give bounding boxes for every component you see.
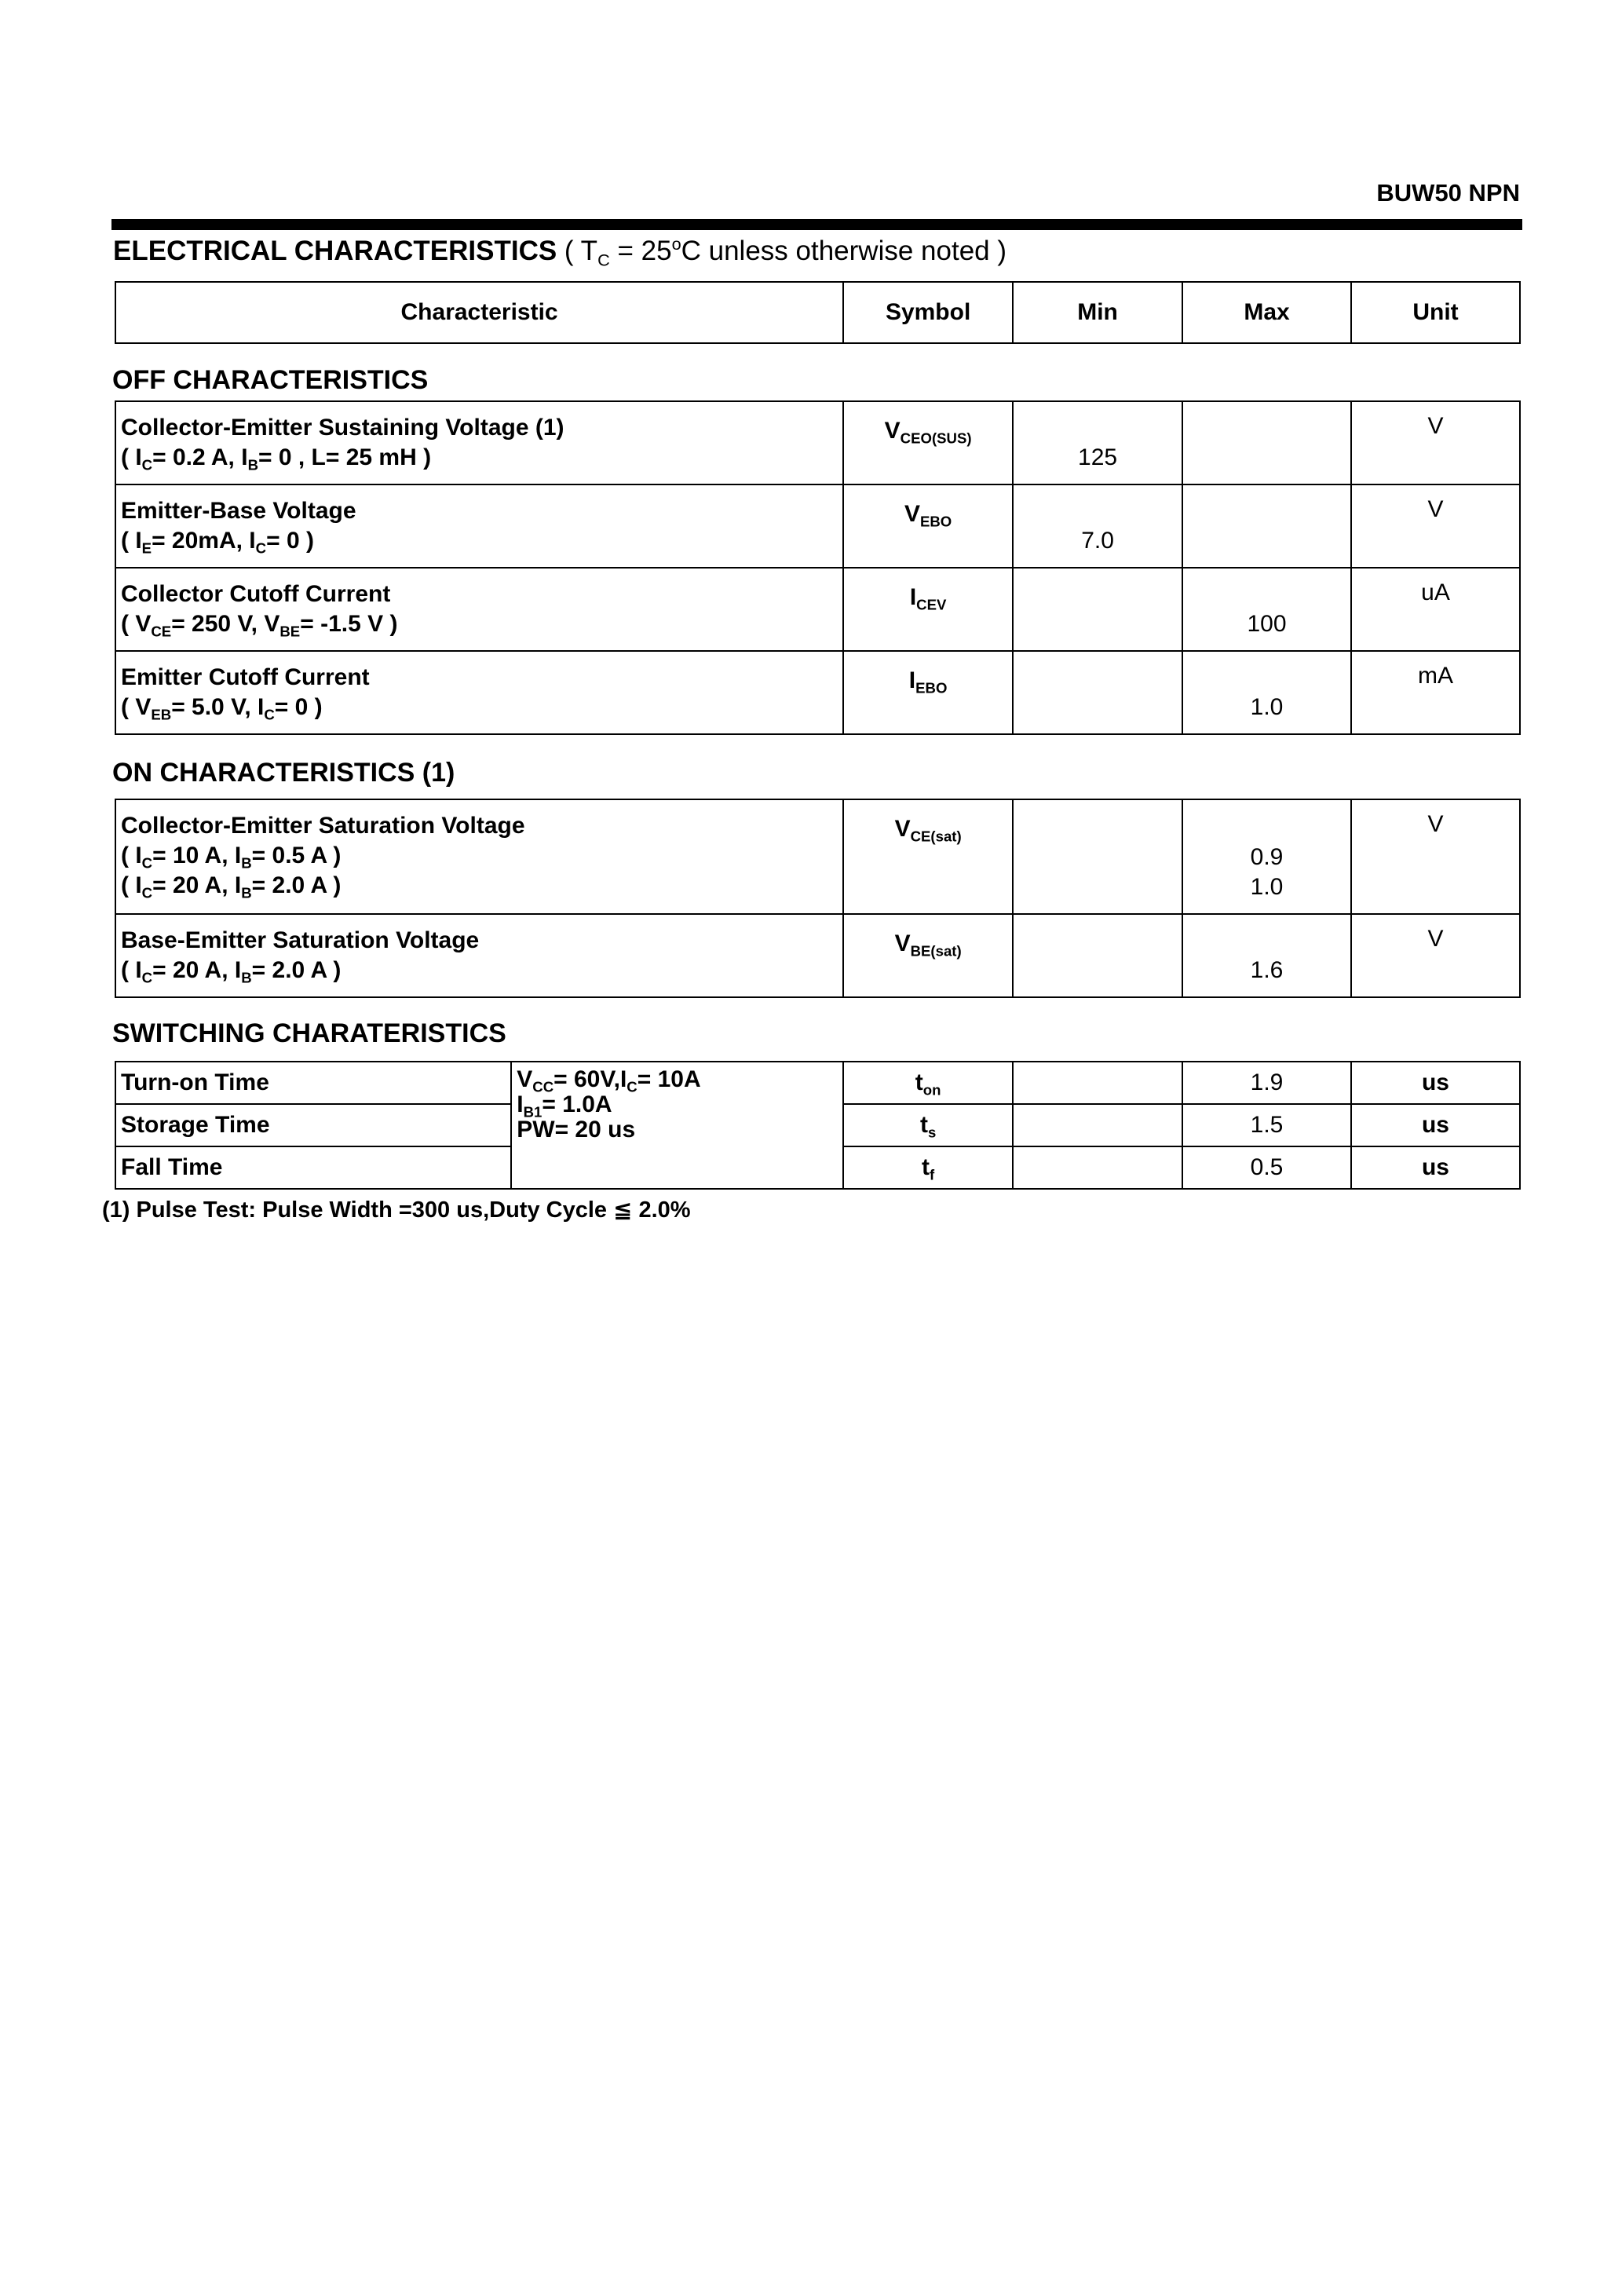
test-condition	[121, 956, 842, 985]
max-value	[1182, 484, 1351, 568]
symbol-subscript: BE(sat)	[910, 942, 962, 960]
test-condition-part: ( I	[121, 528, 142, 554]
switching-name: Fall Time	[115, 1146, 511, 1189]
symbol-cell	[843, 799, 1013, 914]
table-row	[115, 914, 1520, 997]
switching-condition-line-2-part: B1	[523, 1103, 542, 1121]
symbol-subscript: EBO	[915, 679, 948, 696]
test-condition-part: ( I	[121, 444, 142, 470]
test-condition-2-part: ( I	[121, 872, 142, 898]
max-value	[1182, 914, 1351, 997]
table-row	[115, 401, 1520, 484]
col-symbol: Symbol	[843, 282, 1013, 343]
unit-value: us	[1351, 1104, 1520, 1146]
characteristic-name: Emitter Cutoff Current	[121, 664, 370, 690]
max-value-line-2: 1.0	[1250, 874, 1284, 900]
switching-condition	[511, 1062, 843, 1189]
test-condition-part: = 2.0 A )	[251, 957, 342, 983]
test-condition	[121, 526, 842, 556]
test-condition	[121, 693, 842, 722]
test-condition-part: C	[141, 969, 153, 986]
characteristic-name: Emitter-Base Voltage	[121, 498, 356, 524]
test-condition-part: = 10 A, I	[152, 843, 242, 868]
test-condition-part: BE	[279, 623, 301, 640]
switching-characteristics-table	[115, 1061, 1521, 1190]
test-condition-part: E	[141, 539, 152, 557]
min-value: 7.0	[1013, 484, 1182, 568]
title-text: ELECTRICAL CHARACTERISTICS	[113, 236, 557, 266]
title-condition-mid: = 25	[609, 236, 672, 266]
test-condition-part: C	[264, 706, 275, 723]
test-condition-part: = 5.0 V, I	[171, 694, 265, 720]
table-row	[115, 651, 1520, 734]
test-condition-part: B	[241, 854, 252, 872]
characteristic-cell	[115, 799, 843, 914]
max-value	[1182, 401, 1351, 484]
switching-condition-line-1-part: C	[627, 1078, 637, 1095]
test-condition-part: ( V	[121, 694, 152, 720]
test-condition-part: = 250 V, V	[171, 611, 280, 637]
test-condition-part: B	[241, 969, 252, 986]
on-characteristics-table	[115, 799, 1521, 998]
part-number: BUW50 NPN	[1376, 179, 1520, 207]
characteristic-cell	[115, 568, 843, 651]
switching-name: Storage Time	[115, 1104, 511, 1146]
col-max: Max	[1182, 282, 1351, 343]
symbol-subscript: s	[927, 1124, 937, 1141]
min-value	[1013, 799, 1182, 914]
min-value	[1013, 1062, 1182, 1104]
switching-condition-line-1-part: CC	[532, 1078, 554, 1095]
test-condition	[121, 609, 842, 639]
switching-condition-line-1	[517, 1066, 842, 1095]
characteristic-name: Base-Emitter Saturation Voltage	[121, 927, 480, 953]
symbol-subscript: CEV	[916, 596, 947, 613]
max-value: 1.5	[1182, 1104, 1351, 1146]
symbol-letter: V	[884, 418, 901, 444]
unit-value: us	[1351, 1062, 1520, 1104]
min-value: 125	[1013, 401, 1182, 484]
test-condition-part: C	[141, 456, 153, 473]
symbol-letter: t	[915, 1069, 923, 1095]
characteristic-name: Collector Cutoff Current	[121, 581, 391, 607]
min-value	[1013, 914, 1182, 997]
max-value: 0.5	[1182, 1146, 1351, 1189]
symbol-subscript: EBO	[919, 513, 952, 530]
switching-condition-line-1-part: = 10A	[637, 1066, 701, 1092]
unit-value: uA	[1351, 568, 1520, 651]
test-condition-part: EB	[151, 706, 172, 723]
switching-condition-line-1-part: V	[517, 1066, 533, 1092]
max-value	[1182, 568, 1351, 651]
switching-name: Turn-on Time	[115, 1062, 511, 1104]
characteristic-cell	[115, 651, 843, 734]
max-value-line: 1.0	[1250, 694, 1284, 720]
max-value	[1182, 799, 1351, 914]
test-condition-part: CE	[151, 623, 172, 640]
title-condition-sup: o	[671, 233, 681, 254]
test-condition-part: B	[247, 456, 258, 473]
title-condition-sub: C	[597, 250, 610, 270]
symbol-letter: V	[894, 930, 911, 956]
test-condition	[121, 443, 842, 473]
symbol-cell	[843, 914, 1013, 997]
test-condition-part: = 0.2 A, I	[152, 444, 248, 470]
switching-condition-line-3: PW= 20 us	[517, 1117, 636, 1143]
min-value	[1013, 568, 1182, 651]
test-condition-part: = 0 , L= 25 mH )	[258, 444, 432, 470]
test-condition-part: ( I	[121, 957, 142, 983]
switching-condition-line-1-part: = 60V,I	[553, 1066, 627, 1092]
symbol-letter: V	[904, 501, 920, 527]
unit-value: mA	[1351, 651, 1520, 734]
test-condition-part: C	[141, 854, 153, 872]
unit-value: us	[1351, 1146, 1520, 1189]
unit-value: V	[1351, 914, 1520, 997]
symbol-subscript: f	[930, 1166, 935, 1183]
test-condition-part: ( V	[121, 611, 152, 637]
max-value	[1182, 651, 1351, 734]
symbol-letter: V	[894, 816, 911, 842]
section-on-title: ON CHARACTERISTICS (1)	[112, 758, 455, 788]
max-value: 1.9	[1182, 1062, 1351, 1104]
switching-condition-line-2-part: I	[517, 1091, 524, 1117]
symbol-cell	[843, 1104, 1013, 1146]
col-characteristic: Characteristic	[115, 282, 843, 343]
test-condition-part: = 0.5 A )	[251, 843, 342, 868]
col-min: Min	[1013, 282, 1182, 343]
symbol-letter: I	[909, 584, 917, 610]
test-condition-part: ( I	[121, 843, 142, 868]
test-condition-2-part: = 20 A, I	[152, 872, 242, 898]
symbol-cell	[843, 651, 1013, 734]
test-condition-2	[121, 871, 842, 901]
symbol-cell	[843, 401, 1013, 484]
unit-value: V	[1351, 484, 1520, 568]
section-switching-title: SWITCHING CHARATERISTICS	[112, 1018, 506, 1048]
test-condition-part: = 0 )	[266, 528, 314, 554]
max-value-line: 1.6	[1250, 957, 1284, 983]
title-condition-open: ( T	[557, 236, 598, 266]
characteristic-name: Collector-Emitter Saturation Voltage	[121, 813, 525, 839]
symbol-letter: t	[919, 1112, 928, 1138]
characteristic-cell	[115, 401, 843, 484]
test-condition-part: = -1.5 V )	[300, 611, 398, 637]
test-condition	[121, 841, 842, 871]
symbol-cell	[843, 484, 1013, 568]
symbol-subscript: on	[922, 1081, 941, 1099]
symbol-cell	[843, 1146, 1013, 1189]
section-off-title: OFF CHARACTERISTICS	[112, 365, 429, 395]
footnote: (1) Pulse Test: Pulse Width =300 us,Duty Cycle ≦ 2.0%	[102, 1197, 691, 1223]
title-condition-end: C unless otherwise noted )	[681, 236, 1007, 266]
off-characteristics-table	[115, 400, 1521, 735]
test-condition-part: = 0 )	[274, 694, 323, 720]
table-row	[115, 799, 1520, 914]
test-condition-2-part: B	[241, 884, 252, 901]
symbol-letter: t	[922, 1154, 930, 1180]
test-condition-2-part: = 2.0 A )	[251, 872, 342, 898]
characteristic-cell	[115, 914, 843, 997]
page-title	[113, 233, 1007, 270]
min-value	[1013, 1104, 1182, 1146]
table-row	[115, 484, 1520, 568]
table-row	[115, 1062, 1520, 1104]
symbol-subscript: CE(sat)	[910, 828, 962, 845]
test-condition-part: = 20mA, I	[152, 528, 256, 554]
unit-value: V	[1351, 799, 1520, 914]
symbol-subscript: CEO(SUS)	[900, 430, 972, 447]
characteristic-cell	[115, 484, 843, 568]
symbol-letter: I	[908, 667, 916, 693]
symbol-cell	[843, 1062, 1013, 1104]
min-value	[1013, 651, 1182, 734]
test-condition-part: = 20 A, I	[152, 957, 242, 983]
test-condition-part: C	[255, 539, 267, 557]
symbol-cell	[843, 568, 1013, 651]
max-value-line: 0.9	[1250, 844, 1284, 870]
max-value-line: 100	[1247, 611, 1287, 637]
table-row	[115, 568, 1520, 651]
test-condition-2-part: C	[141, 884, 153, 901]
switching-condition-line-2-part: = 1.0A	[542, 1091, 612, 1117]
characteristic-name: Collector-Emitter Sustaining Voltage (1)	[121, 415, 564, 441]
unit-value: V	[1351, 401, 1520, 484]
header-rule	[111, 219, 1522, 230]
switching-condition-line-2	[517, 1091, 842, 1121]
col-unit: Unit	[1351, 282, 1520, 343]
header-table	[115, 281, 1521, 344]
min-value	[1013, 1146, 1182, 1189]
